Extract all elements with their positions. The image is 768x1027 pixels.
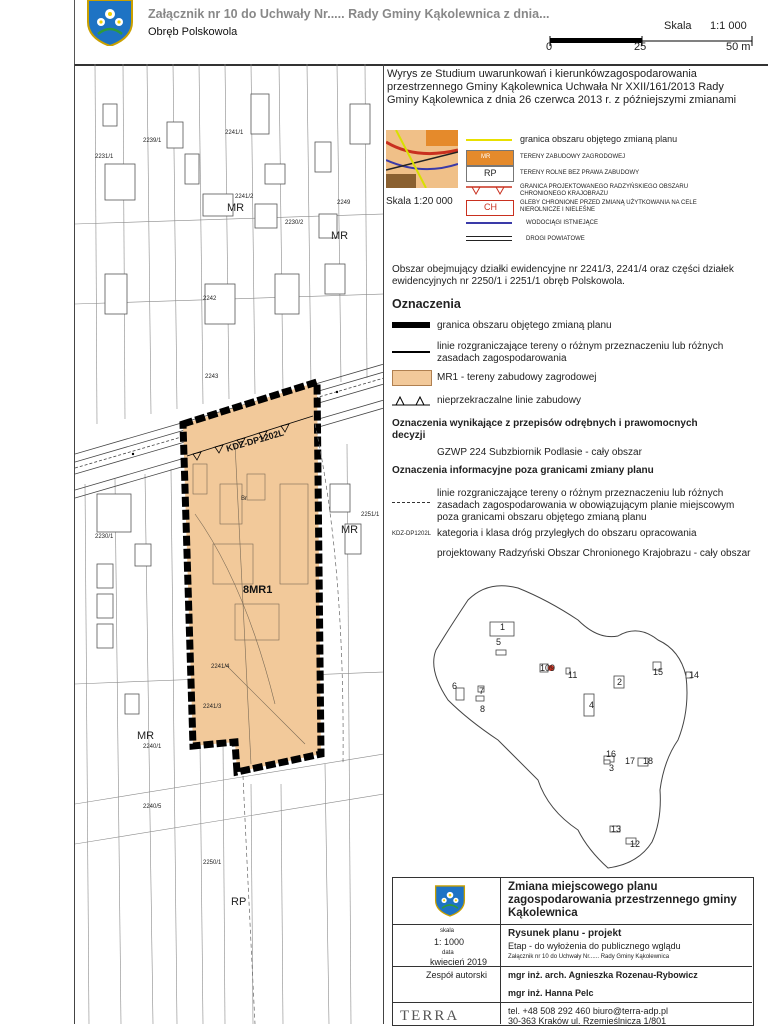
header-title: Załącznik nr 10 do Uchwały Nr..... Rady Gminy Kąkolewnica z dnia... bbox=[148, 7, 550, 21]
keymap-label: 15 bbox=[653, 667, 664, 677]
scale-label: Skala bbox=[664, 20, 692, 32]
title-block-author1: mgr inż. arch. Agnieszka Rozenau-Rybowicz bbox=[508, 970, 698, 980]
coat-of-arms-icon bbox=[84, 0, 136, 46]
study-legend-code: RP bbox=[484, 168, 497, 178]
title-block-divider-h3 bbox=[392, 1002, 752, 1003]
region-label-mr-ne: MR bbox=[331, 230, 349, 242]
scalebar bbox=[548, 33, 754, 43]
legend-item-label: MR1 - tereny zabudowy zagrodowej bbox=[437, 372, 597, 383]
parcel-label: 2250/1 bbox=[203, 860, 222, 866]
region-label-mr-north: MR bbox=[227, 202, 245, 214]
title-block-attachment: Załącznik nr 10 do Uchwały Nr...... Rady Gminy Kąkolewnica bbox=[508, 954, 670, 960]
coat-of-arms-small-icon bbox=[433, 881, 467, 921]
keymap-label: 11 bbox=[568, 670, 578, 680]
legend-icon-thick-border bbox=[392, 322, 430, 328]
scalebar-tick-25: 25 bbox=[634, 41, 647, 53]
study-legend-line-blue bbox=[466, 222, 512, 224]
scalebar-tick-0: 0 bbox=[546, 41, 553, 53]
title-block-stage: Etap - do wyłożenia do publicznego wglądu bbox=[508, 941, 681, 951]
keymap-label: 18 bbox=[643, 756, 654, 766]
study-extract-title: Wyrys ze Studium uwarunkowań i kierunkówzagospodarowania przestrzennego Gminy Kąkolewnica Uchwała Nr XXII/161/2013 Rady Gminy Kąkolewnica z dnia 26 czerwca 2013 r. z późniejszymi zmianami bbox=[387, 68, 737, 106]
parcel-label: 2241/1 bbox=[225, 130, 244, 136]
title-block-contact1: tel. +48 508 292 460 biuro@terra-adp.pl bbox=[508, 1006, 668, 1016]
legend-icon-thin-line bbox=[392, 351, 430, 353]
study-legend-item: GRANICA PROJEKTOWANEGO RADZYŃSKIEGO OBSZARU CHRONIONEGO KRAJOBRAZU bbox=[520, 184, 689, 197]
title-block-doc-title: Rysunek planu - projekt bbox=[508, 928, 622, 939]
legend-icon-dash-line bbox=[392, 502, 430, 503]
parcel-label: 2241/4 bbox=[211, 664, 230, 670]
parcel-label: 2243 bbox=[205, 374, 219, 380]
parcel-label: 2251/1 bbox=[361, 512, 380, 518]
zone-label: 8MR1 bbox=[243, 584, 273, 596]
study-legend-item: TERENY ROLNE BEZ PRAWA ZABUDOWY bbox=[520, 170, 640, 176]
keymap-label: 8 bbox=[480, 704, 486, 714]
study-legend-item: DROGI POWIATOWE bbox=[526, 236, 585, 242]
keymap-label: 14 bbox=[689, 670, 700, 680]
parcel-label: 2249 bbox=[337, 200, 351, 206]
keymap-label: 7 bbox=[479, 686, 485, 696]
title-block-date-label: data bbox=[442, 950, 454, 956]
study-map-thumbnail bbox=[386, 130, 458, 188]
parcel-label: 2231/1 bbox=[95, 154, 114, 160]
header-subtitle: Obręb Polskowola bbox=[148, 26, 238, 38]
parcel-label: 2240/1 bbox=[143, 744, 162, 750]
study-legend-code: CH bbox=[484, 202, 497, 212]
legend-road-code: KDZ-DP1202L bbox=[392, 531, 432, 537]
title-block-contact2: 30-363 Kraków ul. Rzemieślnicza 1/801 bbox=[508, 1016, 667, 1026]
study-legend-line-road bbox=[466, 236, 512, 241]
keymap-label: 1 bbox=[500, 622, 506, 632]
region-label-mr-west: MR bbox=[137, 730, 155, 742]
scalebar-tick-50: 50 m bbox=[726, 41, 751, 53]
study-legend-item: TERENY ZABUDOWY ZAGRODOWEJ bbox=[520, 154, 626, 160]
title-block-divider-h bbox=[392, 924, 752, 925]
parcel-label: 2242 bbox=[203, 296, 217, 302]
key-map bbox=[428, 580, 700, 870]
parcel-label: 2230/1 bbox=[95, 534, 114, 540]
study-legend-triangles bbox=[466, 184, 512, 196]
legend-icon-triangle-line bbox=[392, 394, 430, 406]
legend-icon-fill-mr1 bbox=[392, 370, 432, 386]
title-block-team-label: Zespół autorski bbox=[426, 970, 488, 980]
legend-section3-heading: Oznaczenia informacyjne poza granicami zmiany planu bbox=[392, 465, 654, 476]
title-block-date-value: kwiecień 2019 bbox=[430, 957, 488, 967]
legend-section3-item: linie rozgraniczające tereny o różnym przeznaczeniu lub różnych zasadach zagospodarowania w obowiązującym planie miejscowym poza granicami obszaru objętego zmianą planu bbox=[437, 488, 735, 523]
legend-heading: Oznaczenia bbox=[392, 297, 461, 311]
region-label-br: Br bbox=[241, 496, 247, 502]
keymap-label: 4 bbox=[589, 700, 595, 710]
road-label: KDZ-DP1202L bbox=[225, 427, 285, 454]
legend-section3-item: kategoria i klasa dróg przyległych do obszaru opracowania bbox=[437, 528, 697, 539]
keymap-label: 13 bbox=[611, 824, 622, 834]
legend-section2-heading: Oznaczenia wynikające z przepisów odrębnych i prawomocnych decyzji bbox=[392, 418, 698, 441]
area-description: Obszar obejmujący działki ewidencyjne nr 2241/3, 2241/4 oraz części działek ewidencyjnych nr 2250/1 i 2251/1 obręb Polskowola. bbox=[392, 264, 734, 287]
parcel-label: 2230/2 bbox=[285, 220, 304, 226]
title-block-scale-label: skala bbox=[440, 928, 455, 934]
legend-item-label: linie rozgraniczające tereny o różnym przeznaczeniu lub różnych zasadach zagospodarowania bbox=[437, 341, 724, 364]
study-legend-item: WODOCIĄGI ISTNIEJĄCE bbox=[526, 220, 599, 226]
parcel-label: 2240/5 bbox=[143, 804, 162, 810]
keymap-label: 5 bbox=[496, 637, 502, 647]
legend-item-label: granica obszaru objętego zmianą planu bbox=[437, 320, 612, 331]
keymap-label: 12 bbox=[630, 839, 641, 849]
map-panel bbox=[74, 64, 384, 1024]
keymap-label: 10 bbox=[540, 663, 551, 673]
title-block-title: Zmiana miejscowego planu zagospodarowania przestrzennego gminy Kąkolewnica bbox=[508, 881, 737, 919]
parcel-label: 2239/1 bbox=[143, 138, 162, 144]
study-legend-line-yellow bbox=[466, 139, 512, 141]
region-label-rp: RP bbox=[231, 896, 247, 908]
legend-section3-item: projektowany Radzyński Obszar Chronionego Krajobrazu - cały obszar bbox=[437, 548, 751, 559]
region-label-mr-east: MR bbox=[341, 524, 359, 536]
keymap-label: 17 bbox=[625, 756, 636, 766]
keymap-label: 16 bbox=[606, 749, 617, 759]
parcel-label: 2241/2 bbox=[235, 194, 254, 200]
parcel-label: 2241/3 bbox=[203, 704, 222, 710]
keymap-label: 6 bbox=[452, 681, 458, 691]
keymap-label: 9 bbox=[550, 663, 556, 673]
legend-section2-item: GZWP 224 Subzbiornik Podlasie - cały obszar bbox=[437, 447, 642, 458]
keymap-label: 3 bbox=[609, 763, 615, 773]
study-legend-item: granica obszaru objętego zmianą planu bbox=[520, 134, 678, 144]
title-block-scale-value: 1: 1000 bbox=[434, 937, 465, 947]
study-legend-code: MR bbox=[481, 154, 491, 160]
scale-value: 1:1 000 bbox=[710, 20, 747, 32]
study-scale: Skala 1:20 000 bbox=[386, 196, 453, 207]
keymap-label: 2 bbox=[617, 677, 623, 687]
title-block-author2: mgr inż. Hanna Pelc bbox=[508, 988, 594, 998]
legend-item-label: nieprzekraczalne linie zabudowy bbox=[437, 395, 581, 406]
study-legend-item: GLEBY CHRONIONE PRZED ZMIANĄ UŻYTKOWANIA NA CELE NIEROLNICZE I NIELEŚNE bbox=[520, 200, 697, 213]
company-logo: TERRA bbox=[400, 1008, 460, 1024]
